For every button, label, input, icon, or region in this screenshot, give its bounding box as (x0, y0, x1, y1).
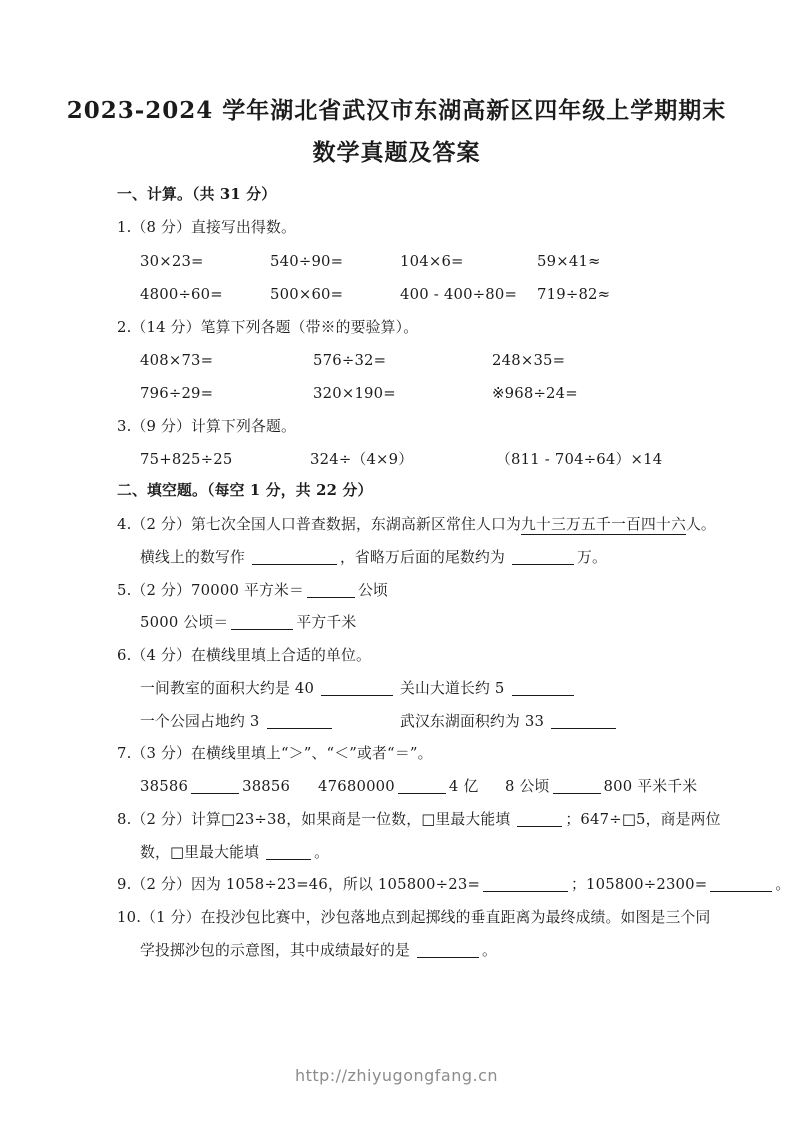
q1-expression: 400 - 400÷80= (400, 286, 518, 303)
q4-line2-text-b: ，省略万后面的尾数约为 (339, 549, 505, 566)
q4-line2 (140, 547, 607, 568)
q9-text-a: 9.（2 分）因为 1058÷23=46，所以 105800÷23= (117, 876, 481, 893)
q5-line2-text: 5000 公顷＝ (140, 614, 229, 631)
answer-blank (512, 549, 574, 565)
q7-pair3-right: 800 平米千米 (603, 778, 698, 795)
q1-expression: 104×6= (400, 253, 464, 270)
q7-heading: 7.（3 分）在横线里填上“＞”、“＜”或者“＝”。 (117, 745, 433, 762)
answer-blank (231, 614, 293, 630)
q5-line1 (117, 580, 388, 601)
answer-blank (517, 811, 562, 827)
q5-line1-unit: 公顷 (358, 582, 388, 599)
q2-expression: ※968÷24= (492, 385, 578, 402)
q4-line1 (117, 514, 716, 535)
q5-line1-text: 5.（2 分）70000 平方米＝ (117, 582, 304, 599)
answer-blank (252, 549, 337, 565)
q3-expression: 75+825÷25 (140, 451, 233, 468)
q6-item3-text: 一个公园占地约 3 (140, 713, 260, 730)
answer-blank (321, 680, 393, 696)
section-heading-fill-blank: 二、填空题。（每空 1 分，共 22 分） (117, 482, 373, 499)
q2-expression: 408×73= (140, 352, 214, 369)
q6-item1-text: 一间教室的面积大约是 40 (140, 680, 315, 697)
answer-blank (417, 942, 479, 958)
q8-line2-text-b: 。 (314, 844, 330, 861)
answer-blank (551, 713, 616, 729)
q5-line2-unit: 平方千米 (296, 614, 357, 631)
q7-compare-item (140, 776, 290, 797)
q8-line1 (117, 809, 721, 830)
q10-line2 (140, 940, 497, 961)
answer-blank (307, 582, 355, 598)
q1-expression: 540÷90= (270, 253, 344, 270)
q1-heading: 1.（8 分）直接写出得数。 (117, 219, 297, 236)
q7-pair3-left: 8 公顷 (505, 778, 550, 795)
q10-line1: 10.（1 分）在投沙包比赛中，沙包落地点到起掷线的垂直距离为最终成绩。如图是三个同 (117, 909, 711, 926)
q1-expression: 30×23= (140, 253, 204, 270)
q2-expression: 248×35= (492, 352, 566, 369)
answer-blank (398, 778, 446, 794)
q8-line2-text-a: 数，□里最大能填 (140, 844, 260, 861)
answer-blank (267, 713, 332, 729)
q9-text-c: 。 (775, 876, 791, 893)
document-title-line1: 2023-2024 学年湖北省武汉市东湖高新区四年级上学期期末 (66, 97, 727, 124)
q6-item (400, 711, 619, 732)
q7-pair2-right: 4 亿 (448, 778, 479, 795)
q8-line2 (140, 842, 329, 863)
footer-watermark-url: http://zhiyugongfang.cn (294, 1066, 499, 1085)
section-heading-calculation: 一、计算。（共 31 分） (117, 186, 277, 203)
q6-item (140, 711, 335, 732)
document-title-line2: 数学真题及答案 (312, 139, 481, 166)
q3-heading: 3.（9 分）计算下列各题。 (117, 418, 297, 435)
q10-line2-text-b: 。 (481, 942, 497, 959)
q8-line1-text-b: ；647÷□5，商是两位 (565, 811, 721, 828)
q3-expression: 324÷（4×9） (310, 451, 414, 468)
q1-expression: 500×60= (270, 286, 344, 303)
q2-heading: 2.（14 分）笔算下列各题（带※的要验算）。 (117, 319, 419, 336)
answer-blank (483, 876, 568, 892)
answer-blank (191, 778, 239, 794)
q3-expression: （811 - 704÷64）×14 (496, 451, 663, 468)
q6-item4-text: 武汉东湖面积约为 33 (400, 713, 545, 730)
q1-expression: 59×41≈ (537, 253, 601, 270)
answer-blank (553, 778, 601, 794)
q6-heading: 6.（4 分）在横线里填上合适的单位。 (117, 647, 371, 664)
q6-item (400, 678, 577, 699)
q4-underlined-number: 九十三万五千一百四十六 (520, 516, 686, 533)
answer-blank (710, 876, 772, 892)
q6-item (140, 678, 396, 699)
q7-pair1-right: 38856 (242, 778, 291, 795)
q7-compare-item (505, 776, 697, 797)
q9-line (117, 874, 790, 895)
q7-pair2-left: 47680000 (318, 778, 395, 795)
answer-blank (266, 844, 311, 860)
q7-pair1-left: 38586 (140, 778, 189, 795)
q2-expression: 796÷29= (140, 385, 214, 402)
q2-expression: 576÷32= (313, 352, 387, 369)
q6-item2-text: 关山大道长约 5 (400, 680, 505, 697)
q7-compare-item (318, 776, 478, 797)
q1-expression: 719÷82≈ (537, 286, 611, 303)
q1-expression: 4800÷60= (140, 286, 223, 303)
q4-line1-post: 人。 (685, 516, 716, 533)
q10-line2-text-a: 学投掷沙包的示意图，其中成绩最好的是 (140, 942, 410, 959)
q2-expression: 320×190= (313, 385, 396, 402)
q4-line2-text-c: 万。 (576, 549, 607, 566)
q5-line2 (140, 612, 356, 633)
q8-line1-text-a: 8.（2 分）计算□23÷38，如果商是一位数，□里最大能填 (117, 811, 511, 828)
q4-line1-pre: 4.（2 分）第七次全国人口普查数据，东湖高新区常住人口为 (117, 516, 521, 533)
q9-text-b: ；105800÷2300= (571, 876, 708, 893)
q4-line2-text-a: 横线上的数写作 (140, 549, 245, 566)
answer-blank (512, 680, 574, 696)
